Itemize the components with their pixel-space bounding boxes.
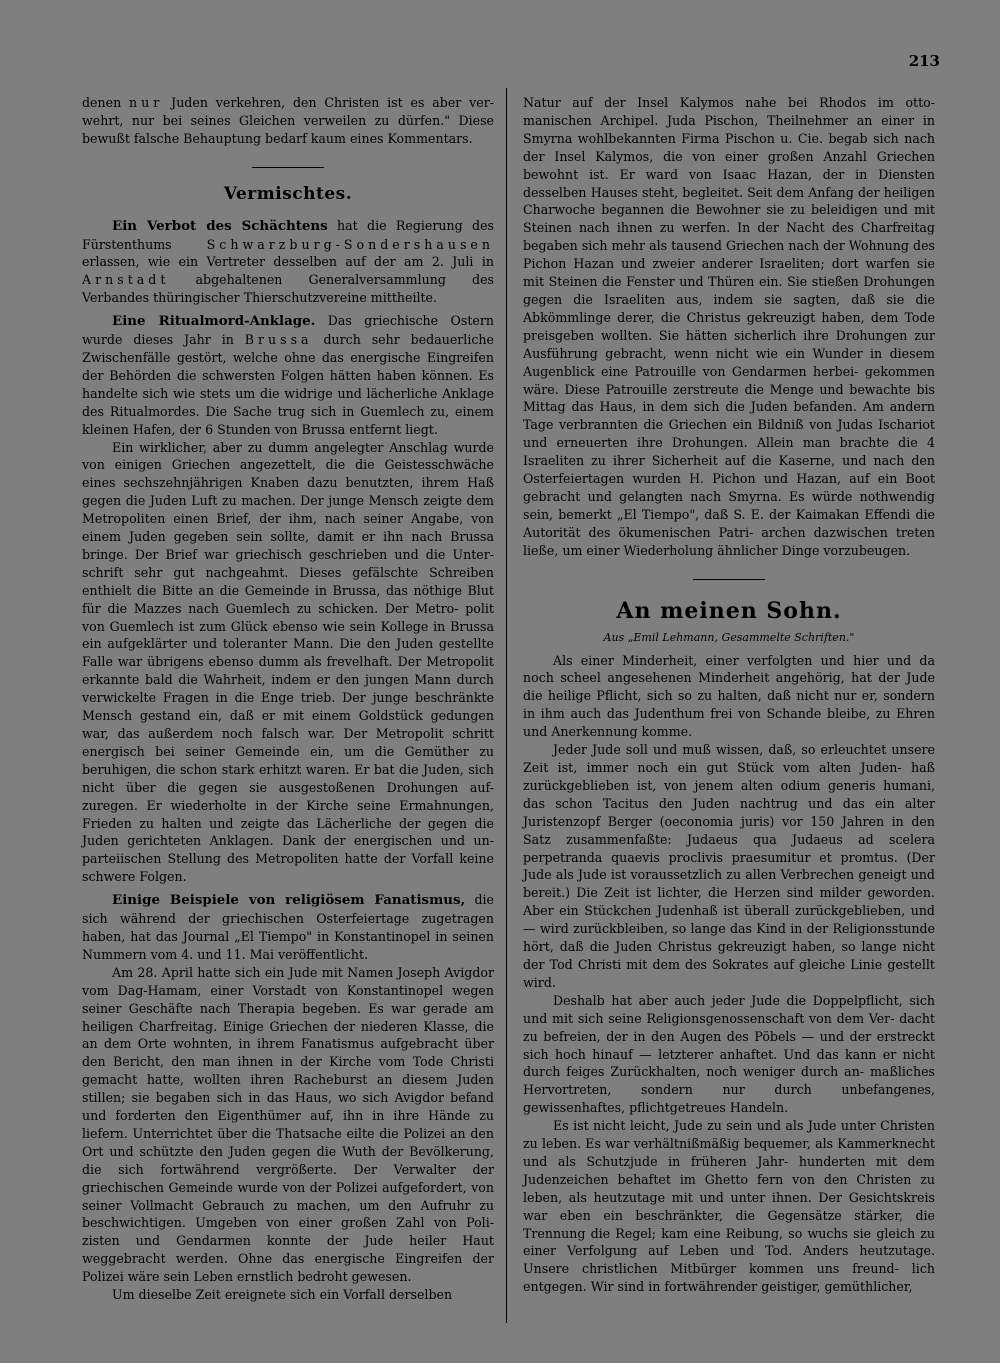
item-heading: Einige Beispiele von religiösem Fanatismus, — [112, 892, 466, 909]
section-rule — [693, 579, 765, 580]
continuation-paragraph: Natur auf der Insel Kalymos nahe bei Rhodos im otto- manischen Archipel. Juda Pischon, Theilnehmer an einer in Smyrna wohlbekannten Firma Pischon u. Cie. begab sich nach der Insel Kalymos, die von einer großen Anzahl Griechen bewohnt ist. Er ward von Isaac Hazan, der in Diensten desselben Hauses steht, begleitet. Seit dem Anfang der heiligen Charwoche begannen die Bewohner sie zu beleidigen und mit Steinen nach ihnen zu werfen. In der Nacht des Charfreitag begaben sich mehr als tausend Griechen nach der Wohnung des Pichon Hazan und zweier anderer Israeliten; dort warfen sie mit Steinen die Fenster und Thüren ein. Sie stießen Drohungen gegen die Israeliten aus, indem sie sagten, daß sie die Abkömmlinge derer, die Christus gekreuzigt haben, dem Tode preisgeben wollten. Sie hätten sicherlich ihre Drohungen zur Ausführung gebracht, wenn nicht wie ein Wunder in diesem Augenblick eine Patrouille von Gendarmen herbei- gekommen wäre. Diese Patrouille zerstreute die Menge und bewachte bis Mittag das Haus, in dem sich die Juden befanden. Am andern Tage verbrannten die Griechen ein Bildniß von Judas Ischariot und erneuerten ihre Drohungen. Allein man brachte die 4 Israeliten zu ihrer Sicherheit auf die Kaserne, und nach den Osterfeiertagen wurden H. Pichon und Hazan, auf ein Boot gebracht und gelangten nach Smyrna. Es würde nothwendig sein, bemerkt „El Tiempo", daß S. E. der Kaimakan Effendi die Autorität des ökumenischen Patri- archen dazwischen treten ließe, um einer Wiederholung ähnlicher Dinge vorzubeugen. — [523, 95, 935, 558]
paragraph: Als einer Minderheit, einer verfolgten und hier und da noch scheel angesehenen Minderheit angehörig, hat der Jude die heilige Pflicht, sich so zu halten, daß nicht nur er, sondern in ihm auch das Judenthum frei von Schande bleibe, zu Ehren und Anerkennung komme. — [523, 652, 935, 740]
paragraph: Jeder Jude soll und muß wissen, daß, so erleuchtet unsere Zeit ist, immer noch ein gut Stück vom alten Juden- haß zurückgeblieben ist, von jenem alten odium generis humani, das schon Tacitus den Juden nachtrug und das ein alter Juristenzopf Berger (oeconomia juris) vor 150 Jahren in den Satz zusammenfaßte: Judaeus qua Judaeus ad scelera perpetranda quaevis proclivis praesumitur et promtus. (Der Jude als Jude ist voraussetzlich zu allen Verbrechen geneigt und bereit.) Die Zeit ist lichter, die Herzen sind milder geworden. Aber ein Stückchen Judenhaß ist überall zurückgeblieben, und — wird zurückbleiben, so lange das Kind in der Religionsstunde hört, daß die Juden Christus gekreuzigt haben, so lange nicht der Tod Christi mit dem des Sokrates auf gleiche Linie gestellt wird. — [523, 742, 935, 990]
left-column — [82, 94, 494, 1304]
item-heading: Eine Ritualmord-Anklage. — [112, 313, 316, 330]
item-heading: Ein Verbot des Schächtens — [112, 217, 328, 234]
paragraph: Ein wirklicher, aber zu dumm angelegter Anschlag wurde von einigen Griechen angezettelt, die die Geistesschwäche eines sechszehnjährigen Knaben dazu benutzten, ihrem Haß gegen die Juden Luft zu machen. Der junge Mensch zeigte dem Metropoliten einen Brief, der ihm, nach seiner Angabe, von einem Juden gegeben sein sollte, damit er ihn nach Brussa bringe. Der Brief war griechisch geschrieben und die Unter- schrift sehr gut nachgeahmt. Dieses gefälschte Schreiben enthielt die Bitte an die Gemeinde in Brussa, das nöthige Blut für die Mazzes nach Guemlech zu schicken. Der Metro- polit von Guemlech ist zum Glück ebenso wie sein Kollege in Brussa ein aufgeklärter und toleranter Mann. Die den Juden gestellte Falle war übrigens ebenso dumm als frevelhaft. Der Metropolit erkannte bald die Wahrheit, indem er den jungen Mann durch verwickelte Fragen in die Enge trieb. Der junge beschränkte Mensch gestand ein, daß er mit einem Goldstück gedungen war, das außerdem noch falsch war. Der Metropolit schritt energisch bei seiner Gemeinde ein, um die Gemüther zu beruhigen, die schon stark erhitzt waren. Er bat die Juden, sich nicht über die gegen sie ausgestoßenen Drohungen auf- zuregen. Er wiederholte in der Kirche seine Ermahnungen, Frieden zu halten und zeigte das Lächerliche der gegen die Juden gerichteten Anklagen. Dank der energischen und un- parteiischen Stellung des Metropoliten hatte der Vorfall keine schwere Folgen. — [82, 439, 494, 885]
continuation-paragraph: denen nur Juden verkehren, den Christen ist es aber ver- wehrt, nur bei seines Gleichen verweilen zu dürfen." Diese bewußt falsche Behauptung bedarf kaum eines Kommentars. — [82, 95, 494, 146]
section-rule — [252, 167, 324, 168]
paragraph: Um dieselbe Zeit ereignete sich ein Vorfall derselben — [112, 1287, 453, 1303]
item-fanatismus: Einige Beispiele von religiösem Fanatismus, die sich während der griechischen Osterfeiertage zugetragen haben, hat das Journal „El Tiempo" in Konstantinopel in seinen Nummern vom 4. und 11. Mai veröffentlicht. — [82, 892, 494, 962]
column-divider — [506, 88, 507, 1323]
item-schaechten: Ein Verbot des Schächtens hat die Regierung des Fürstenthums Schwarzburg-Sondershausen erlassen, wie ein Vertreter desselben auf der am 2. Juli in Arnstadt abgehaltenen Generalversammlung des Verbandes thüringischer Thierschutzvereine mittheilte. — [82, 217, 494, 306]
paragraph: Am 28. April hatte sich ein Jude mit Namen Joseph Avigdor vom Dag-Hamam, einer Vorstadt von Konstantinopel wegen seiner Geschäfte nach Therapia begeben. Es war gerade am heiligen Charfreitag. Einige Griechen der niederen Klasse, die an dem Orte wohnten, in ihrem Fanatismus aufgebracht über den Bericht, den man ihnen in der Kirche vom Tode Christi gemacht hatte, wollten ihren Racheburst an diesem Juden stillen; sie begaben sich in das Haus, wo sich Avigdor befand und forderten den Eigenthümer auf, ihn in ihre Hände zu liefern. Unterrichtet über die Thatsache eilte die Polizei an den Ort und schützte den Juden gegen die Wuth der Bevölkerung, die sich fortwährend vergrößerte. Der Verwalter der griechischen Gemeinde wurde von der Polizei aufgefordert, von seiner Vollmacht Gebrauch zu machen, um den Aufruhr zu beschwichtigen. Umgeben von einer großen Zahl von Poli- zisten und Gendarmen konnte der Jude heiler Haut weggebracht werden. Ohne das energische Eingreifen der Polizei wäre sein Leben ernstlich bedroht gewesen. — [82, 964, 494, 1285]
item-ritualmord: Eine Ritualmord-Anklage. Das griechische Ostern wurde dieses Jahr in Brussa durch sehr bedauerliche Zwischenfälle gestört, welche ohne das energische Eingreifen der Behörden die schwersten Folgen hätten haben können. Es handelte sich wie stets um die widrige und lächerliche Anklage des Ritualmordes. Die Sache trug sich in Guemlech zu, einem kleinen Hafen, der 6 Stunden von Brussa entfernt liegt. — [82, 313, 494, 437]
article-title: An meinen Sohn. — [616, 597, 842, 624]
page-number: 213 — [908, 52, 940, 70]
article-source: Aus „Emil Lehmann, Gesammelte Schriften." — [603, 630, 855, 644]
right-column — [523, 94, 935, 1296]
section-title: Vermischtes. — [223, 183, 353, 204]
paragraph: Deshalb hat aber auch jeder Jude die Doppelpflicht, sich und mit sich seine Religionsgenossenschaft von dem Ver- dacht zu befreien, der in den Augen des Pöbels — und der erstreckt sich hoch hinauf — letzterer anhaftet. Und das kann er nicht durch feiges Zurückhalten, noch weniger durch an- maßliches Hervortreten, sondern nur durch unbefangenes, gewissenhaftes, pflichtgetreues Handeln. — [523, 992, 935, 1116]
paragraph: Es ist nicht leicht, Jude zu sein und als Jude unter Christen zu leben. Es war verhältnißmäßig bequemer, als Kammerknecht und als Schutzjude in früheren Jahr- hunderten mit dem Judenzeichen behaftet im Ghetto fern von den Christen zu leben, als heutzutage mit und unter ihnen. Der Gesichtskreis war eben ein beschränkter, die Gegensätze stärker, die Trennung die Regel; kam eine Reibung, so wuchs sie gleich zu einer Verfolgung auf Leben und Tod. Anders heutzutage. Unsere christlichen Mitbürger kommen uns freund- lich entgegen. Wir sind in fortwährender geistiger, gemüthlicher, — [523, 1118, 935, 1295]
